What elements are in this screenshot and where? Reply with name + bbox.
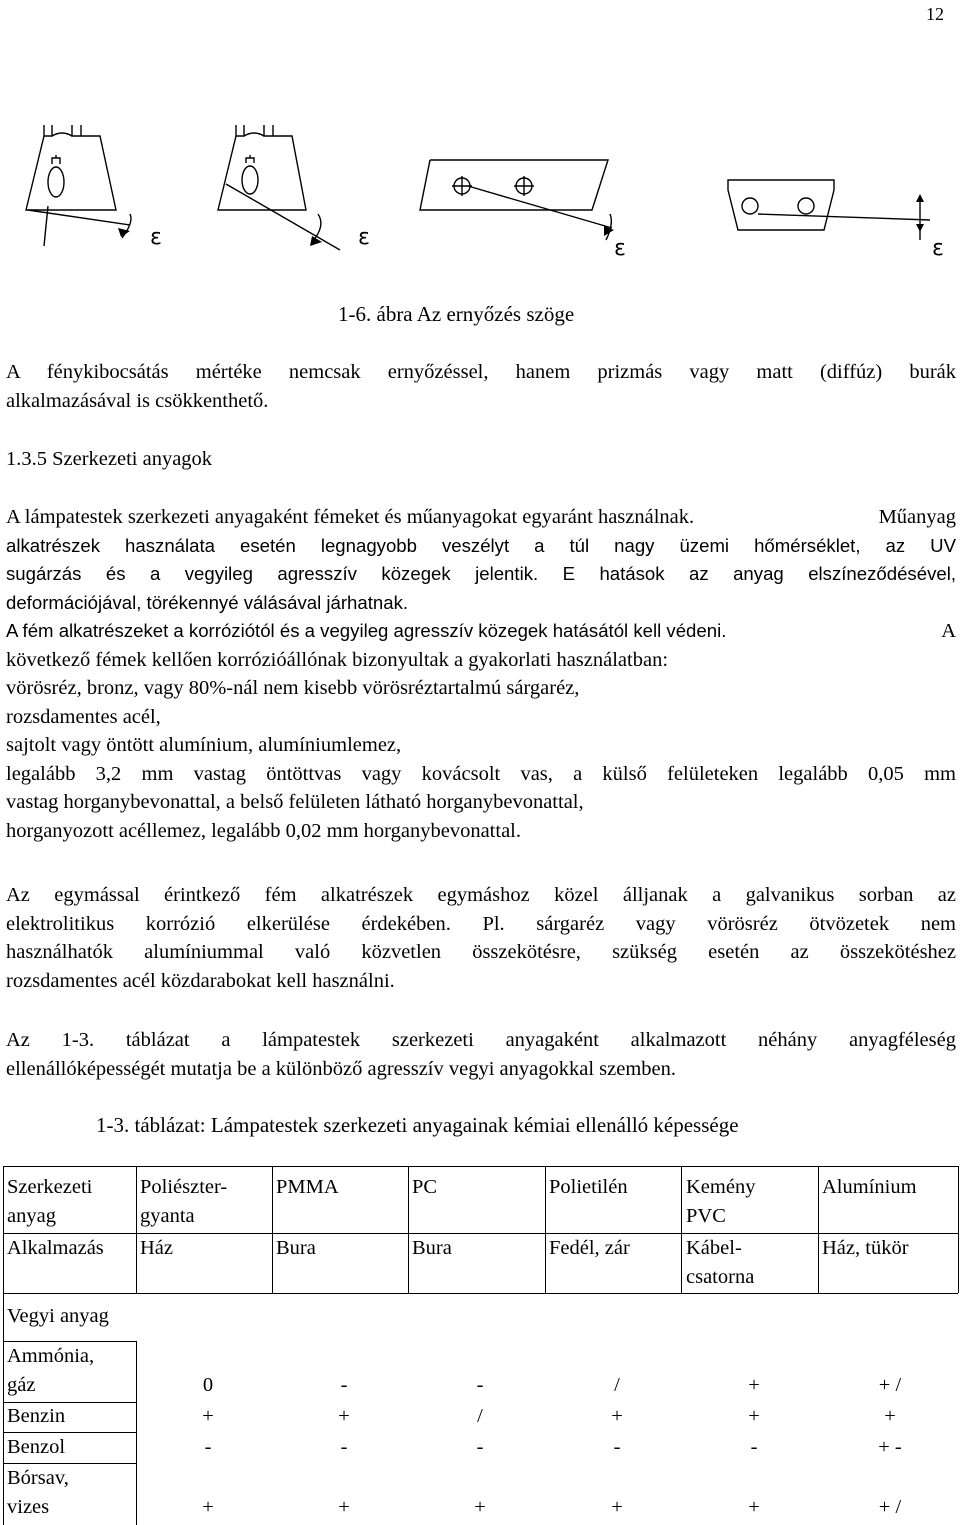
text-line: deformációjával, törékennyé válásával járhatnak. — [6, 591, 409, 613]
luminaire-1-drawing — [26, 125, 131, 246]
shielding-angle-figure — [0, 100, 960, 270]
text-line: horganyozott acéllemez, legalább 0,02 mm horganybevonattal. — [6, 819, 521, 842]
table-border — [3, 1432, 136, 1433]
rating-cell: - — [476, 1436, 484, 1458]
paragraph-diffuse-covers — [6, 358, 956, 415]
angle-symbol-4: ε — [932, 236, 944, 261]
text-line — [6, 503, 956, 532]
material-header-pmma: PMMA — [276, 1176, 339, 1198]
header-row-label — [7, 1173, 92, 1231]
rating-cell: / — [477, 1405, 483, 1427]
luminaire-2-drawing — [218, 125, 340, 250]
table-border — [958, 1166, 959, 1293]
rating-cell: / — [614, 1374, 620, 1396]
chemical-label-boric-acid — [7, 1464, 69, 1522]
usage-value — [686, 1234, 754, 1292]
table-border — [136, 1341, 137, 1525]
cell-line: Kemény — [686, 1176, 756, 1198]
material-header-polyester — [140, 1173, 227, 1231]
rating-cell: + — [884, 1405, 896, 1427]
angle-symbol-1: ε — [150, 225, 162, 250]
cell-line: gáz — [7, 1374, 36, 1396]
cell-line: Kábel- — [686, 1237, 742, 1259]
text-line: A fénykibocsátás mértéke nemcsak ernyőzéssel, hanem prizmás vagy matt (diffúz) burák — [6, 361, 956, 383]
rating-cell: + — [748, 1374, 760, 1396]
table-border — [3, 1341, 136, 1342]
chemical-header: Vegyi anyag — [7, 1305, 109, 1327]
rating-cell: - — [613, 1436, 621, 1458]
text-line: sugárzás és a vegyileg agresszív közegek jelentik. E hatások az anyag elszíneződésével, — [6, 563, 956, 584]
usage-value: Bura — [276, 1237, 316, 1259]
text-line: alkalmazásával is csökkenthető. — [6, 389, 269, 412]
material-header-polyethylene: Polietilén — [549, 1176, 628, 1198]
rating-cell: + — [611, 1405, 623, 1427]
table-border — [408, 1166, 409, 1293]
angle-symbol-2: ε — [358, 225, 370, 250]
rating-cell: + — [748, 1496, 760, 1518]
rating-cell: 0 — [202, 1374, 214, 1396]
paragraph-table-intro — [6, 1026, 956, 1083]
page-number: 12 — [926, 4, 944, 24]
table-border — [272, 1166, 273, 1293]
rating-cell: - — [340, 1436, 348, 1458]
material-header-pvc — [686, 1173, 755, 1231]
cell-line: csatorna — [686, 1266, 755, 1288]
text-line: sajtolt vagy öntött alumínium, alumíniumlemez, — [6, 734, 402, 756]
text-line — [6, 617, 956, 646]
text-line: alkatrészek használata esetén legnagyobb veszélyt a túl nagy üzemi hőmérséklet, az UV — [6, 534, 956, 556]
text-line: legalább 3,2 mm vastag öntöttvas vagy kovácsolt vas, a külső felületeken legalább 0,05 mm — [6, 762, 956, 785]
rating-cell: + — [611, 1496, 623, 1518]
rating-cell: + — [338, 1496, 350, 1518]
table-caption: 1-3. táblázat: Lámpatestek szerkezeti anyagainak kémiai ellenálló képessége — [96, 1113, 739, 1137]
text-line: rozsdamentes acél közdarabokat kell használni. — [6, 969, 395, 992]
table-border — [3, 1463, 136, 1464]
text-fragment: A lámpatestek szerkezeti anyagaként fémeket és műanyagokat egyaránt használnak. — [6, 506, 695, 528]
cell-line: Szerkezeti — [7, 1176, 93, 1198]
text-line: Az 1-3. táblázat a lámpatestek szerkezeti anyagaként alkalmazott néhány anyagféleség — [6, 1029, 956, 1051]
cell-line: Ammónia, — [7, 1345, 95, 1367]
text-line: következő fémek kellően korrózióállónak bizonyultak a gyakorlati használatban: — [6, 648, 669, 671]
luminaire-3-drawing — [420, 160, 612, 240]
usage-value: Fedél, zár — [549, 1237, 630, 1259]
figure-caption: 1-6. ábra Az ernyőzés szöge — [338, 302, 575, 326]
section-heading: 1.3.5 Szerkezeti anyagok — [6, 448, 213, 470]
table-border — [136, 1166, 137, 1293]
table-border — [3, 1402, 136, 1403]
usage-label: Alkalmazás — [7, 1237, 104, 1259]
text-fragment: A fém alkatrészeket a korróziótól és a vegyileg agresszív közegek hatásától kell védeni. — [6, 620, 727, 641]
rating-cell: - — [750, 1436, 758, 1458]
text-line: vastag horganybevonattal, a belső felületen látható horganybevonattal, — [6, 791, 584, 813]
cell-line: PVC — [686, 1205, 726, 1227]
rating-cell: + — [748, 1405, 760, 1427]
rating-cell: - — [340, 1374, 348, 1396]
text-line: vörösréz, bronz, vagy 80%-nál nem kisebb vörösréztartalmú sárgaréz, — [6, 677, 580, 699]
rating-cell: + / — [878, 1496, 902, 1518]
paragraph-galvanic — [6, 881, 956, 995]
material-header-pc: PC — [412, 1176, 438, 1198]
cell-line: vizes — [7, 1496, 50, 1518]
rating-cell: - — [476, 1374, 484, 1396]
paragraph-materials — [6, 503, 956, 845]
table-border — [545, 1166, 546, 1293]
text-line: elektrolitikus korrózió elkerülése érdekében. Pl. sárgaréz vagy vörösréz ötvözetek nem — [6, 912, 956, 935]
rating-cell: + — [474, 1496, 486, 1518]
table-border — [818, 1166, 819, 1293]
cell-line: Bórsav, — [7, 1467, 69, 1489]
text-line: használhatók alumíniummal való közvetlen összekötésre, szükség esetén az összekötéshez — [6, 941, 956, 963]
rating-cell: + - — [878, 1436, 902, 1458]
table-border — [3, 1166, 4, 1525]
chemical-label-benzol: Benzol — [7, 1436, 66, 1458]
chemical-label-benzin: Benzin — [7, 1405, 66, 1427]
text-fragment: A — [941, 620, 956, 642]
table-border — [3, 1293, 958, 1294]
table-border — [3, 1166, 958, 1167]
rating-cell: + — [338, 1405, 350, 1427]
angle-symbol-3: ε — [614, 236, 626, 261]
usage-value: Ház, tükör — [822, 1237, 909, 1259]
cell-line: gyanta — [140, 1205, 195, 1227]
cell-line: anyag — [7, 1205, 56, 1227]
material-header-aluminium: Alumínium — [822, 1176, 917, 1198]
text-line: Az egymással érintkező fém alkatrészek egymáshoz közel álljanak a galvanikus sorban az — [6, 884, 956, 906]
text-line: rozsdamentes acél, — [6, 705, 161, 728]
rating-cell: - — [204, 1436, 212, 1458]
chemical-label-ammonia — [7, 1342, 94, 1400]
usage-value: Ház — [140, 1237, 174, 1259]
cell-line: Poliészter- — [140, 1176, 228, 1198]
text-line: ellenállóképességét mutatja be a különböző agresszív vegyi anyagokkal szemben. — [6, 1057, 677, 1080]
rating-cell: + / — [878, 1374, 902, 1396]
luminaire-4-drawing — [728, 180, 930, 240]
table-border — [3, 1233, 958, 1234]
rating-cell: + — [202, 1405, 214, 1427]
rating-cell: + — [202, 1496, 214, 1518]
text-fragment: Műanyag — [878, 506, 956, 528]
usage-value: Bura — [412, 1237, 452, 1259]
table-border — [681, 1166, 682, 1293]
